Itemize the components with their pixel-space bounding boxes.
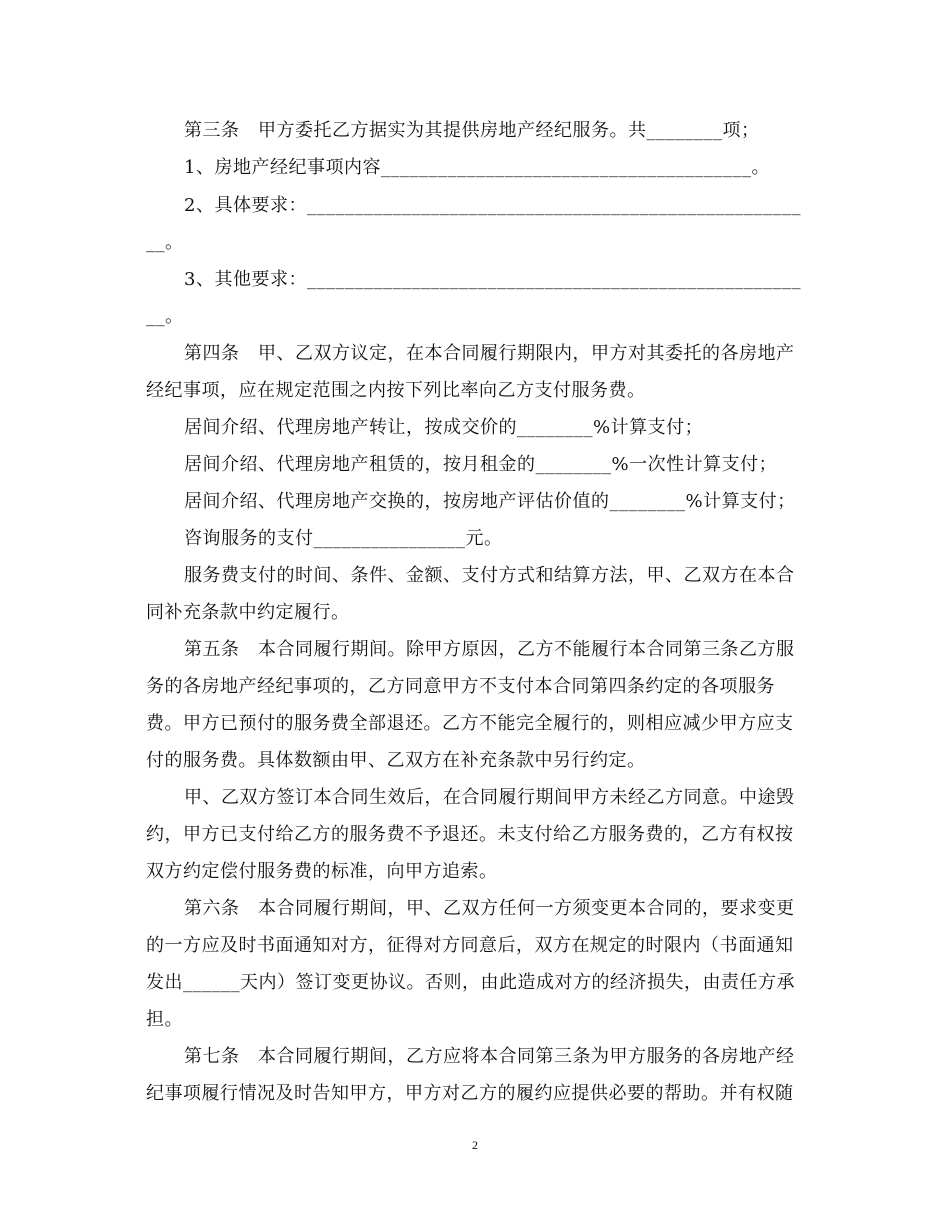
article-5-line-2: 务的各房地产经纪事项的，乙方同意甲方不支付本合同第四条约定的各项服务 <box>146 676 775 697</box>
fee-lease-line: 居间介绍、代理房地产租赁的，按月租金的________%一次性计算支付； <box>184 454 778 475</box>
breach-paragraph-line-2: 约，甲方已支付给乙方的服务费不予退还。未支付给乙方服务费的，乙方有权按 <box>146 824 794 845</box>
item-2-continuation: __。 <box>146 232 184 253</box>
article-4-line-1: 第四条 甲、乙双方议定，在本合同履行期限内，甲方对其委托的各房地产 <box>184 343 795 364</box>
item-3-continuation: __。 <box>146 306 184 327</box>
fee-transfer-line: 居间介绍、代理房地产转让，按成交价的________%计算支付； <box>184 417 704 438</box>
article-7-line-2: 纪事项履行情况及时告知甲方，甲方对乙方的履约应提供必要的帮助。并有权随 <box>146 1083 794 1104</box>
page-number: 2 <box>472 1138 478 1152</box>
item-1-line: 1、房地产经纪事项内容_______________________________________。 <box>184 157 770 178</box>
article-3-line: 第三条 甲方委托乙方据实为其提供房地产经纪服务。共________项； <box>184 120 760 141</box>
fee-consulting-line: 咨询服务的支付________________元。 <box>184 528 503 549</box>
article-4-line-2: 经纪事项，应在规定范围之内按下列比率向乙方支付服务费。 <box>146 380 646 401</box>
item-3-line: 3、其他要求：____________________________________________________ <box>184 269 801 290</box>
fee-exchange-line: 居间介绍、代理房地产交换的，按房地产评估价值的________%计算支付； <box>184 491 796 512</box>
article-5-line-1: 第五条 本合同履行期间。除甲方原因，乙方不能履行本合同第三条乙方服 <box>184 639 795 660</box>
article-6-line-3: 发出______天内）签订变更协议。否则，由此造成对方的经济损失，由责任方承 <box>146 972 795 993</box>
breach-paragraph-line-3: 双方约定偿付服务费的标准，向甲方追索。 <box>146 861 498 882</box>
article-6-line-2: 的一方应及时书面通知对方，征得对方同意后，双方在规定的时限内（书面通知 <box>146 935 794 956</box>
article-5-line-4: 付的服务费。具体数额由甲、乙双方在补充条款中另行约定。 <box>146 750 646 771</box>
breach-paragraph-line-1: 甲、乙双方签订本合同生效后，在合同履行期间甲方未经乙方同意。中途毁 <box>184 787 795 808</box>
article-5-line-3: 费。甲方已预付的服务费全部退还。乙方不能完全履行的，则相应减少甲方应支 <box>146 713 794 734</box>
payment-terms-line-2: 同补充条款中约定履行。 <box>146 602 350 623</box>
article-6-line-1: 第六条 本合同履行期间，甲、乙双方任何一方须变更本合同的，要求变更 <box>184 898 795 919</box>
payment-terms-line-1: 服务费支付的时间、条件、金额、支付方式和结算方法，甲、乙双方在本合 <box>184 565 795 586</box>
article-6-line-4: 担。 <box>146 1009 183 1030</box>
item-2-line: 2、具体要求：____________________________________________________ <box>184 195 801 216</box>
article-7-line-1: 第七条 本合同履行期间，乙方应将本合同第三条为甲方服务的各房地产经 <box>184 1046 795 1067</box>
